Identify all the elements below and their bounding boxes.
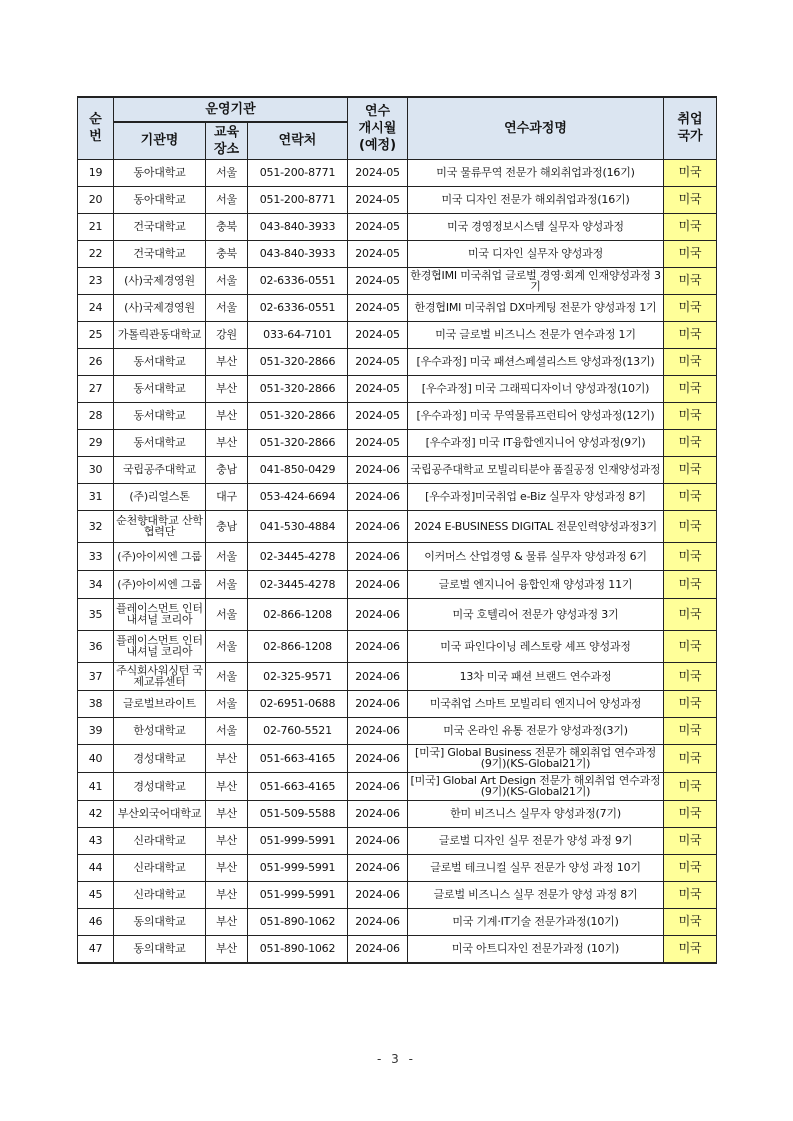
cell-country: 미국 xyxy=(664,598,717,630)
cell-org-name: 순천향대학교 산학협력단 xyxy=(114,510,206,542)
cell-start-month: 2024-05 xyxy=(348,402,408,429)
cell-country: 미국 xyxy=(664,570,717,598)
cell-org-name: (사)국제경영원 xyxy=(114,267,206,294)
cell-start-month: 2024-05 xyxy=(348,159,408,186)
cell-start-month: 2024-05 xyxy=(348,321,408,348)
cell-seq: 37 xyxy=(78,662,114,690)
cell-seq: 26 xyxy=(78,348,114,375)
cell-contact: 02-325-9571 xyxy=(248,662,348,690)
cell-country: 미국 xyxy=(664,375,717,402)
cell-contact: 041-530-4884 xyxy=(248,510,348,542)
table-row xyxy=(78,690,717,717)
table-row xyxy=(78,772,717,800)
cell-seq: 23 xyxy=(78,267,114,294)
cell-contact: 051-999-5991 xyxy=(248,854,348,881)
cell-start-month: 2024-06 xyxy=(348,827,408,854)
header-seq: 순 번 xyxy=(78,97,114,159)
table-row xyxy=(78,881,717,908)
cell-course-name: 미국 디자인 전문가 해외취업과정(16기) xyxy=(408,186,664,213)
table-row xyxy=(78,186,717,213)
cell-seq: 33 xyxy=(78,542,114,570)
cell-course-name: [미국] Global Business 전문가 해외취업 연수과정(9기)(KS-Global21기) xyxy=(408,744,664,772)
cell-contact: 051-890-1062 xyxy=(248,935,348,963)
cell-location: 충남 xyxy=(206,510,248,542)
table-row xyxy=(78,935,717,963)
cell-start-month: 2024-05 xyxy=(348,375,408,402)
cell-location: 부산 xyxy=(206,744,248,772)
cell-org-name: (주)아이씨엔 그룹 xyxy=(114,542,206,570)
cell-seq: 27 xyxy=(78,375,114,402)
cell-location: 서울 xyxy=(206,598,248,630)
header-location: 교육 장소 xyxy=(206,122,248,159)
cell-org-name: 동서대학교 xyxy=(114,348,206,375)
cell-country: 미국 xyxy=(664,186,717,213)
cell-seq: 41 xyxy=(78,772,114,800)
cell-country: 미국 xyxy=(664,429,717,456)
cell-course-name: 미국 기계·IT기술 전문가과정(10기) xyxy=(408,908,664,935)
cell-org-name: 플레이스먼트 인터내셔널 코리아 xyxy=(114,630,206,662)
cell-org-name: 신라대학교 xyxy=(114,854,206,881)
cell-start-month: 2024-05 xyxy=(348,267,408,294)
cell-contact: 02-760-5521 xyxy=(248,717,348,744)
cell-seq: 20 xyxy=(78,186,114,213)
cell-location: 서울 xyxy=(206,690,248,717)
cell-org-name: 경성대학교 xyxy=(114,772,206,800)
cell-contact: 02-6951-0688 xyxy=(248,690,348,717)
cell-country: 미국 xyxy=(664,717,717,744)
cell-contact: 051-320-2866 xyxy=(248,348,348,375)
cell-seq: 31 xyxy=(78,483,114,510)
cell-org-name: 경성대학교 xyxy=(114,744,206,772)
table-row xyxy=(78,744,717,772)
cell-location: 서울 xyxy=(206,159,248,186)
cell-course-name: [우수과정] 미국 무역물류프런티어 양성과정(12기) xyxy=(408,402,664,429)
cell-contact: 051-200-8771 xyxy=(248,186,348,213)
cell-start-month: 2024-06 xyxy=(348,800,408,827)
header-contact: 연락처 xyxy=(248,122,348,159)
cell-location: 부산 xyxy=(206,800,248,827)
cell-location: 서울 xyxy=(206,542,248,570)
cell-country: 미국 xyxy=(664,294,717,321)
cell-org-name: (주)아이씨엔 그룹 xyxy=(114,570,206,598)
cell-location: 서울 xyxy=(206,662,248,690)
cell-seq: 24 xyxy=(78,294,114,321)
cell-course-name: 미국 온라인 유통 전문가 양성과정(3기) xyxy=(408,717,664,744)
header-org-group: 운영기관 xyxy=(114,97,348,122)
table-row xyxy=(78,240,717,267)
cell-contact: 02-3445-4278 xyxy=(248,570,348,598)
cell-seq: 32 xyxy=(78,510,114,542)
cell-course-name: [우수과정]미국취업 e-Biz 실무자 양성과정 8기 xyxy=(408,483,664,510)
cell-start-month: 2024-06 xyxy=(348,881,408,908)
cell-contact: 041-850-0429 xyxy=(248,456,348,483)
cell-org-name: 건국대학교 xyxy=(114,240,206,267)
cell-location: 부산 xyxy=(206,827,248,854)
cell-start-month: 2024-06 xyxy=(348,598,408,630)
cell-start-month: 2024-05 xyxy=(348,429,408,456)
header-org-name: 기관명 xyxy=(114,122,206,159)
cell-course-name: 13차 미국 패션 브랜드 연수과정 xyxy=(408,662,664,690)
cell-contact: 051-320-2866 xyxy=(248,375,348,402)
cell-location: 부산 xyxy=(206,348,248,375)
cell-start-month: 2024-06 xyxy=(348,630,408,662)
cell-country: 미국 xyxy=(664,456,717,483)
cell-org-name: 동의대학교 xyxy=(114,935,206,963)
cell-contact: 02-866-1208 xyxy=(248,598,348,630)
cell-course-name: [우수과정] 미국 IT융합엔지니어 양성과정(9기) xyxy=(408,429,664,456)
cell-course-name: 이커머스 산업경영 & 물류 실무자 양성과정 6기 xyxy=(408,542,664,570)
cell-course-name: 미국 디자인 실무자 양성과정 xyxy=(408,240,664,267)
cell-start-month: 2024-06 xyxy=(348,662,408,690)
cell-org-name: 플레이스먼트 인터내셔널 코리아 xyxy=(114,598,206,630)
cell-seq: 45 xyxy=(78,881,114,908)
cell-course-name: [미국] Global Art Design 전문가 해외취업 연수과정(9기)(KS-Global21기) xyxy=(408,772,664,800)
table-row xyxy=(78,402,717,429)
table-row xyxy=(78,662,717,690)
cell-org-name: 동서대학교 xyxy=(114,375,206,402)
cell-start-month: 2024-06 xyxy=(348,717,408,744)
cell-location: 서울 xyxy=(206,570,248,598)
cell-course-name: 미국 호텔리어 전문가 양성과정 3기 xyxy=(408,598,664,630)
header-start: 연수 개시월 (예정) xyxy=(348,97,408,159)
table-row xyxy=(78,294,717,321)
cell-country: 미국 xyxy=(664,881,717,908)
cell-location: 부산 xyxy=(206,429,248,456)
cell-contact: 051-200-8771 xyxy=(248,159,348,186)
cell-org-name: 동아대학교 xyxy=(114,186,206,213)
cell-location: 충남 xyxy=(206,456,248,483)
cell-country: 미국 xyxy=(664,744,717,772)
cell-country: 미국 xyxy=(664,827,717,854)
cell-course-name: [우수과정] 미국 그래픽디자이너 양성과정(10기) xyxy=(408,375,664,402)
cell-org-name: (사)국제경영원 xyxy=(114,294,206,321)
cell-start-month: 2024-05 xyxy=(348,294,408,321)
cell-org-name: 가톨릭관동대학교 xyxy=(114,321,206,348)
cell-start-month: 2024-06 xyxy=(348,456,408,483)
cell-contact: 051-999-5991 xyxy=(248,881,348,908)
cell-org-name: 부산외국어대학교 xyxy=(114,800,206,827)
cell-country: 미국 xyxy=(664,662,717,690)
cell-location: 부산 xyxy=(206,881,248,908)
cell-location: 서울 xyxy=(206,294,248,321)
table-header xyxy=(78,97,717,159)
cell-seq: 47 xyxy=(78,935,114,963)
cell-contact: 051-663-4165 xyxy=(248,772,348,800)
cell-start-month: 2024-06 xyxy=(348,854,408,881)
cell-org-name: 동서대학교 xyxy=(114,429,206,456)
table-row xyxy=(78,630,717,662)
cell-country: 미국 xyxy=(664,690,717,717)
cell-org-name: 신라대학교 xyxy=(114,881,206,908)
cell-country: 미국 xyxy=(664,510,717,542)
cell-contact: 051-509-5588 xyxy=(248,800,348,827)
cell-start-month: 2024-06 xyxy=(348,772,408,800)
cell-course-name: 미국 글로벌 비즈니스 전문가 연수과정 1기 xyxy=(408,321,664,348)
cell-contact: 051-320-2866 xyxy=(248,429,348,456)
cell-seq: 40 xyxy=(78,744,114,772)
cell-seq: 21 xyxy=(78,213,114,240)
cell-seq: 25 xyxy=(78,321,114,348)
cell-location: 충북 xyxy=(206,240,248,267)
cell-seq: 35 xyxy=(78,598,114,630)
cell-location: 강원 xyxy=(206,321,248,348)
cell-seq: 19 xyxy=(78,159,114,186)
cell-course-name: 미국 아트디자인 전문가과정 (10기) xyxy=(408,935,664,963)
cell-start-month: 2024-06 xyxy=(348,690,408,717)
cell-seq: 44 xyxy=(78,854,114,881)
cell-seq: 38 xyxy=(78,690,114,717)
cell-country: 미국 xyxy=(664,483,717,510)
cell-contact: 053-424-6694 xyxy=(248,483,348,510)
cell-org-name: (주)리얼스톤 xyxy=(114,483,206,510)
cell-org-name: 국립공주대학교 xyxy=(114,456,206,483)
cell-country: 미국 xyxy=(664,630,717,662)
cell-start-month: 2024-05 xyxy=(348,240,408,267)
cell-start-month: 2024-06 xyxy=(348,935,408,963)
cell-start-month: 2024-05 xyxy=(348,186,408,213)
cell-start-month: 2024-06 xyxy=(348,483,408,510)
cell-course-name: 한경협IMI 미국취업 DX마케팅 전문가 양성과정 1기 xyxy=(408,294,664,321)
cell-start-month: 2024-06 xyxy=(348,744,408,772)
table-row xyxy=(78,800,717,827)
cell-seq: 43 xyxy=(78,827,114,854)
cell-contact: 033-64-7101 xyxy=(248,321,348,348)
table-row xyxy=(78,717,717,744)
cell-start-month: 2024-06 xyxy=(348,908,408,935)
cell-contact: 02-6336-0551 xyxy=(248,294,348,321)
table-row xyxy=(78,321,717,348)
cell-org-name: 동서대학교 xyxy=(114,402,206,429)
table-row xyxy=(78,375,717,402)
cell-contact: 051-999-5991 xyxy=(248,827,348,854)
cell-location: 부산 xyxy=(206,375,248,402)
cell-country: 미국 xyxy=(664,772,717,800)
cell-country: 미국 xyxy=(664,348,717,375)
cell-course-name: 글로벌 비즈니스 실무 전문가 양성 과정 8기 xyxy=(408,881,664,908)
cell-contact: 043-840-3933 xyxy=(248,213,348,240)
table-row xyxy=(78,267,717,294)
table-row xyxy=(78,827,717,854)
cell-course-name: 글로벌 엔지니어 융합인재 양성과정 11기 xyxy=(408,570,664,598)
cell-course-name: 미국취업 스마트 모빌리티 엔지니어 양성과정 xyxy=(408,690,664,717)
cell-course-name: 국립공주대학교 모빌리티분야 품질공정 인재양성과정 xyxy=(408,456,664,483)
cell-org-name: 동의대학교 xyxy=(114,908,206,935)
cell-start-month: 2024-05 xyxy=(348,213,408,240)
cell-course-name: 한미 비즈니스 실무자 양성과정(7기) xyxy=(408,800,664,827)
cell-country: 미국 xyxy=(664,800,717,827)
cell-country: 미국 xyxy=(664,908,717,935)
cell-country: 미국 xyxy=(664,854,717,881)
cell-org-name: 주식회사워싱턴 국제교류센터 xyxy=(114,662,206,690)
page-number: - 3 - xyxy=(377,1052,416,1066)
cell-location: 부산 xyxy=(206,935,248,963)
cell-location: 부산 xyxy=(206,854,248,881)
cell-country: 미국 xyxy=(664,213,717,240)
table-row xyxy=(78,570,717,598)
cell-location: 서울 xyxy=(206,630,248,662)
cell-country: 미국 xyxy=(664,542,717,570)
table-row xyxy=(78,542,717,570)
cell-seq: 28 xyxy=(78,402,114,429)
table-row xyxy=(78,510,717,542)
cell-location: 서울 xyxy=(206,267,248,294)
cell-seq: 36 xyxy=(78,630,114,662)
cell-org-name: 건국대학교 xyxy=(114,213,206,240)
cell-location: 충북 xyxy=(206,213,248,240)
table-row xyxy=(78,159,717,186)
cell-country: 미국 xyxy=(664,935,717,963)
cell-location: 부산 xyxy=(206,402,248,429)
table-row xyxy=(78,598,717,630)
header-country: 취업 국가 xyxy=(664,97,717,159)
table-row xyxy=(78,456,717,483)
cell-start-month: 2024-06 xyxy=(348,542,408,570)
cell-seq: 22 xyxy=(78,240,114,267)
table-row xyxy=(78,348,717,375)
cell-course-name: 미국 물류무역 전문가 해외취업과정(16기) xyxy=(408,159,664,186)
cell-org-name: 글로벌브라이트 xyxy=(114,690,206,717)
cell-contact: 051-663-4165 xyxy=(248,744,348,772)
cell-seq: 29 xyxy=(78,429,114,456)
table-body xyxy=(78,159,717,963)
cell-seq: 39 xyxy=(78,717,114,744)
cell-seq: 42 xyxy=(78,800,114,827)
cell-course-name: [우수과정] 미국 패션스페셜리스트 양성과정(13기) xyxy=(408,348,664,375)
cell-location: 대구 xyxy=(206,483,248,510)
cell-contact: 02-6336-0551 xyxy=(248,267,348,294)
cell-location: 부산 xyxy=(206,772,248,800)
cell-country: 미국 xyxy=(664,159,717,186)
cell-course-name: 한경협IMI 미국취업 글로벌 경영·회계 인재양성과정 3기 xyxy=(408,267,664,294)
cell-org-name: 동아대학교 xyxy=(114,159,206,186)
cell-contact: 043-840-3933 xyxy=(248,240,348,267)
cell-location: 부산 xyxy=(206,908,248,935)
cell-location: 서울 xyxy=(206,717,248,744)
cell-country: 미국 xyxy=(664,402,717,429)
header-course: 연수과정명 xyxy=(408,97,664,159)
cell-contact: 02-866-1208 xyxy=(248,630,348,662)
cell-start-month: 2024-05 xyxy=(348,348,408,375)
table-row xyxy=(78,213,717,240)
cell-seq: 30 xyxy=(78,456,114,483)
cell-contact: 02-3445-4278 xyxy=(248,542,348,570)
cell-course-name: 글로벌 테크니컬 실무 전문가 양성 과정 10기 xyxy=(408,854,664,881)
table-row xyxy=(78,908,717,935)
cell-org-name: 한성대학교 xyxy=(114,717,206,744)
course-table xyxy=(77,96,717,964)
cell-start-month: 2024-06 xyxy=(348,570,408,598)
cell-country: 미국 xyxy=(664,240,717,267)
cell-course-name: 미국 경영정보시스템 실무자 양성과정 xyxy=(408,213,664,240)
cell-location: 서울 xyxy=(206,186,248,213)
cell-seq: 46 xyxy=(78,908,114,935)
cell-course-name: 2024 E-BUSINESS DIGITAL 전문인력양성과정3기 xyxy=(408,510,664,542)
cell-course-name: 미국 파인다이닝 레스토랑 셰프 양성과정 xyxy=(408,630,664,662)
cell-contact: 051-890-1062 xyxy=(248,908,348,935)
cell-seq: 34 xyxy=(78,570,114,598)
cell-course-name: 글로벌 디자인 실무 전문가 양성 과정 9기 xyxy=(408,827,664,854)
cell-country: 미국 xyxy=(664,321,717,348)
cell-start-month: 2024-06 xyxy=(348,510,408,542)
table-row xyxy=(78,854,717,881)
table-row xyxy=(78,429,717,456)
cell-org-name: 신라대학교 xyxy=(114,827,206,854)
cell-country: 미국 xyxy=(664,267,717,294)
table-row xyxy=(78,483,717,510)
cell-contact: 051-320-2866 xyxy=(248,402,348,429)
